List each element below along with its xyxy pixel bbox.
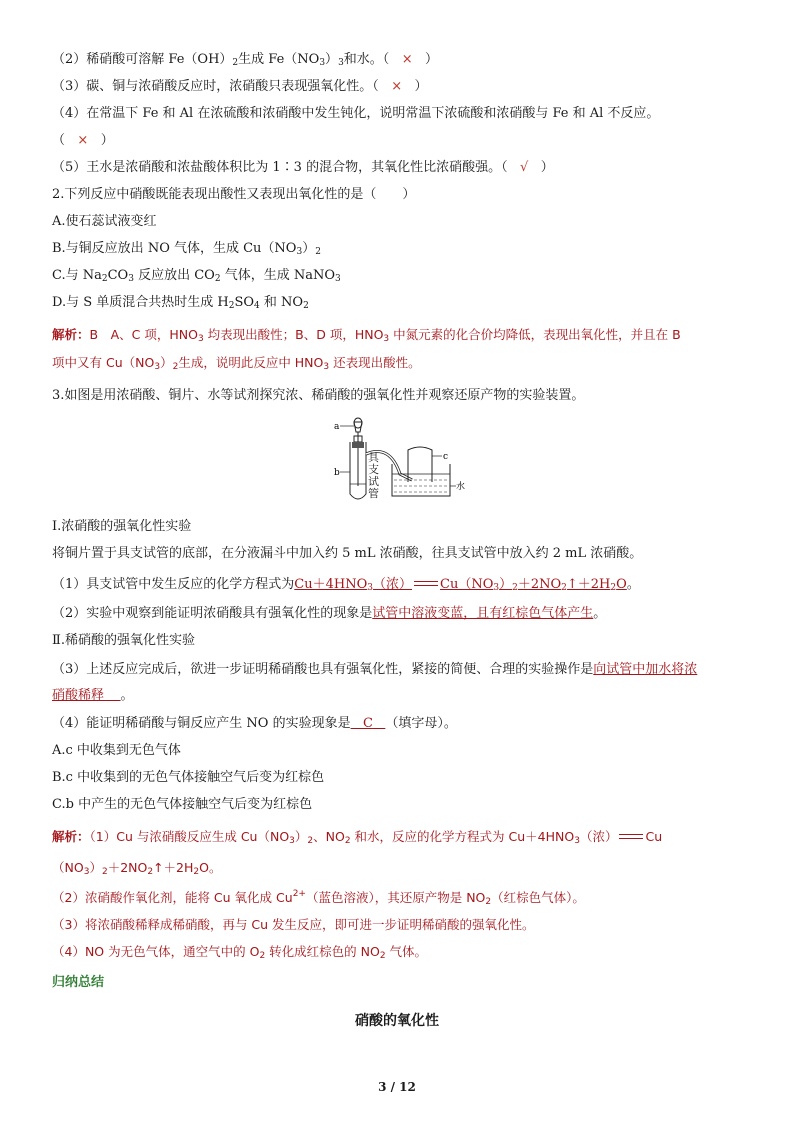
q1-item-2: （2）稀硝酸可溶解 $Fe(OH)_2$生成 $Fe(NO_3)_3$和水。（ × ） [52, 52, 439, 68]
q3-analysis-1: 解析：（1）Cu 与浓硝酸反应生成 $Cu(NO_3)_2$、$NO_2$ 和水，反应的化学方程式为 $Cu+4HNO_3$（浓） Cu [52, 829, 663, 846]
cross-mark: × [401, 52, 413, 67]
summary-label: 归纳总结 [52, 975, 105, 990]
label-a: a [334, 422, 340, 432]
q3-sub1: （1）具支试管中发生反应的化学方程式为$Cu+4HNO_3$（浓） $Cu(NO_3)_2+2NO_2↑+2H_2O$。 [52, 577, 640, 593]
q1-item-5: （5）王水是浓硝酸和浓盐酸体积比为 1∶3 的混合物，其氧化性比浓硝酸强。（ √ ） [52, 160, 554, 175]
sub4-answer: C [362, 716, 373, 731]
sub1-answer: $Cu+4HNO_3$（浓） $Cu(NO_3)_2+2NO_2↑+2H_2O$ [294, 577, 627, 593]
q2-analysis-line1: 解析：B A、C 项，$HNO_3$ 均表现出酸性；B、D 项，$HNO_3$ 中氮元素的化合价均降低，表现出氧化性，并且在 B [52, 327, 681, 344]
q2-option-d: D.与 S 单质混合共热时生成 $H_2SO_4$ 和 $NO_2$ [52, 295, 309, 311]
check-mark: √ [519, 160, 529, 175]
page-number: 3 / 12 [378, 1080, 416, 1094]
label-side-tube: 具支试管 [368, 451, 379, 500]
q3-analysis-3: （3）将浓硝酸稀释成稀硝酸，再与 Cu 发生反应，即可进一步证明稀硝酸的强氧化性。 [52, 917, 535, 932]
q3-sub4: （4）能证明稀硝酸与铜反应产生 NO 的实验现象是 C （填字母）。 [52, 716, 457, 731]
q3-stem: 3.如图是用浓硝酸、铜片、水等试剂探究浓、稀硝酸的强氧化性并观察还原产物的实验装置。 [52, 388, 585, 403]
q3-part1-title: Ⅰ.浓硝酸的强氧化性实验 [52, 519, 192, 534]
cross-mark: × [391, 79, 403, 94]
q3-part2-title: Ⅱ.稀硝酸的强氧化性实验 [52, 633, 195, 648]
q2-analysis-line2: 项中又有 $Cu(NO_3)_2$生成，说明此反应中 $HNO_3$ 还表现出酸性。 [52, 355, 421, 372]
cross-mark: × [77, 133, 89, 148]
q3-sub3-line1: （3）上述反应完成后，欲进一步证明稀硝酸也具有强氧化性，紧接的简便、合理的实验操作是向试管中加水将浓 [52, 662, 698, 677]
q2-option-a: A.使石蕊试液变红 [52, 214, 157, 229]
apparatus-figure [330, 414, 464, 506]
q2-stem: 2.下列反应中硝酸既能表现出酸性又表现出氧化性的是（ ） [52, 187, 416, 202]
q3-sub2: （2）实验中观察到能证明浓硝酸具有强氧化性的现象是试管中溶液变蓝，且有红棕色气体产生。 [52, 606, 607, 621]
label-b: b [334, 468, 340, 478]
q3-option-c: C.b 中产生的无色气体接触空气后变为红棕色 [52, 797, 313, 812]
q3-analysis-2: （2）浓硝酸作氧化剂，能将 Cu 氧化成 $Cu^{2+}$（蓝色溶液），其还原产物是 $NO_2$（红棕色气体）。 [52, 889, 585, 907]
q3-sub3-line2: 硝酸稀释 。 [52, 688, 134, 703]
label-c: c [443, 452, 449, 462]
q1-item-4: （4）在常温下 Fe 和 Al 在浓硫酸和浓硝酸中发生钝化，说明常温下浓硫酸和浓硝酸与 Fe 和 Al 不反应。 [52, 106, 660, 121]
q3-part1-desc: 将铜片置于具支试管的底部，在分液漏斗中加入约 5 mL 浓硝酸，往具支试管中放入约 2 mL 浓硝酸。 [52, 546, 643, 561]
label-water: 水 [456, 482, 466, 492]
section-title: 硝酸的氧化性 [355, 1013, 439, 1029]
q3-option-b: B.c 中收集到的无色气体接触空气后变为红棕色 [52, 770, 325, 785]
q3-analysis-1-cont: $(NO_3)_2+2NO_2↑+2H_2O$。 [52, 860, 222, 877]
q2-option-c: C.与 $Na_2CO_3$ 反应放出 $CO_2$ 气体，生成 NaNO$_3$ [52, 268, 341, 284]
sub2-answer: 试管中溶液变蓝，且有红棕色气体产生 [372, 606, 594, 621]
q2-option-b: B.与铜反应放出 NO 气体，生成 $Cu(NO_3)_2$ [52, 241, 321, 257]
q3-analysis-4: （4）NO 为无色气体，通空气中的 $O_2$ 转化成红棕色的 $NO_2$ 气体。 [52, 944, 428, 961]
q1-item-3: （3）碳、铜与浓硝酸反应时，浓硝酸只表现强氧化性。（ × ） [52, 79, 428, 94]
q1-item-4-answer: （ × ） [52, 133, 114, 148]
q3-option-a: A.c 中收集到无色气体 [52, 743, 181, 758]
equals-sign [412, 578, 440, 588]
